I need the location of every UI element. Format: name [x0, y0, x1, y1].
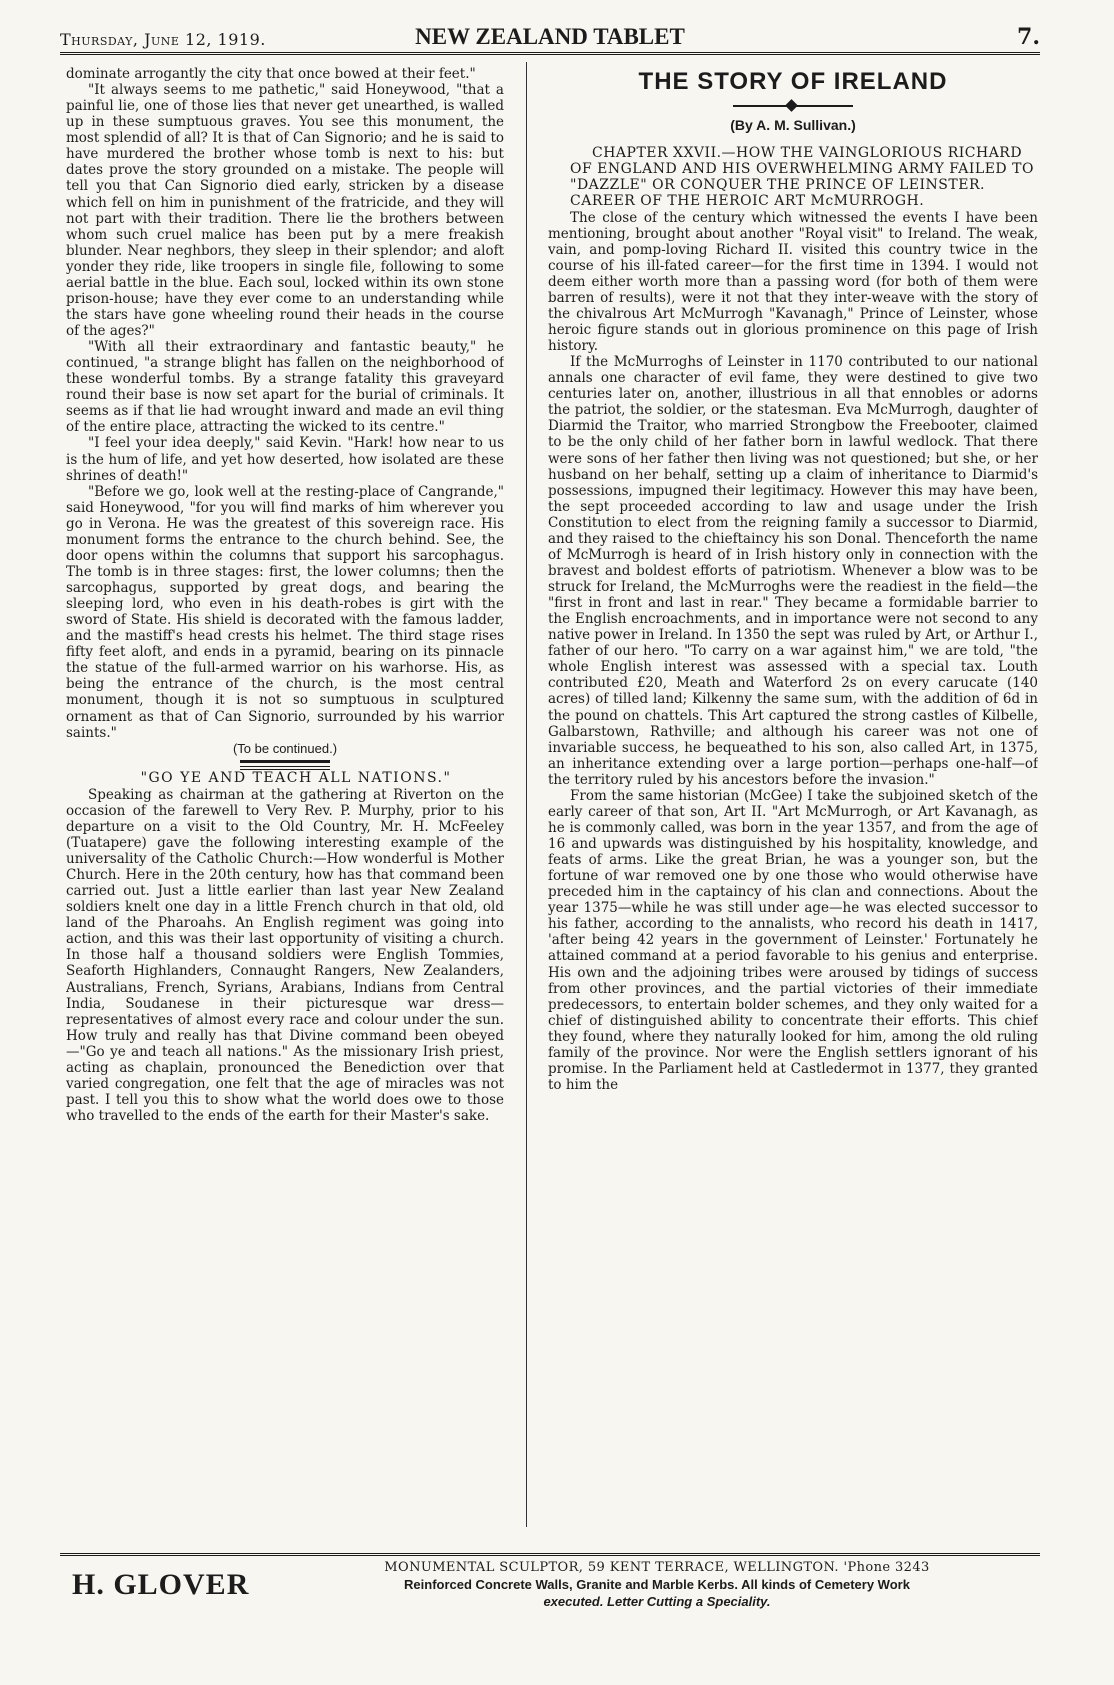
ad-line-2: Reinforced Concrete Walls, Granite and Marble Kerbs. All kinds of Cemetery Work [404, 1576, 910, 1592]
story-title: THE STORY OF IRELAND [638, 68, 948, 95]
left-column [66, 66, 504, 1526]
ad-line-1: MONUMENTAL SCULPTOR, 59 KENT TERRACE, WELLINGTON. 'Phone 3243 [384, 1560, 930, 1575]
serial-story-text [66, 66, 504, 741]
to-be-continued: (To be continued.) [232, 740, 338, 756]
page-number: 7. [1017, 24, 1040, 50]
paragraph: dominate arrogantly the city that once bowed at their feet." [66, 66, 476, 82]
paragraph: Speaking as chairman at the gathering at Riverton on the occasion of the farewell to Very Rev. P. Murphy, prior to his departure on a visit to the Old Country, Mr. H. McFeeley (Tuatapere) gave the following interesting example of the universality of the Catholic Church:—How wonderful is Mother Church. Here in the 20th century, how has that command been carried out. Just a little earlier than last year New Zealand soldiers knelt one day in a little French church in that old, old land of the Pharoahs. An English regiment was going into action, and this was their last opportunity of visiting a church. In those half a thousand soldiers were English Tommies, Seaforth Highlanders, Connaught Rangers, New Zealanders, Australians, French, Syrians, Arabians, Indians from Central India, Soudanese in their picturesque war dress—representatives of almost every race and colour under the sun. How truly and really has that Divine command been obeyed—"Go ye and teach all nations." As the missionary Irish priest, acting as chaplain, pronounced the Benediction over that varied congregation, one felt that the age of miracles was not past. I tell you this to show what the world does owe to those who travelled to the ends of the earth for their Master's sake. [66, 786, 504, 1124]
issue-date: Thursday, June 12, 1919. [60, 30, 266, 49]
article-text [66, 787, 504, 1124]
paragraph: The close of the century which witnessed the events I have been mentioning, brought about another "Royal visit" to Ireland. The weak, vain, and pomp-loving Richard II. visited this country twice in the course of his ill-fated career—for the first time in 1394. I would not deem either worth more than a passing word (for both of them were barren of results), were it not that they inter-weave with the story of the chivalrous Art McMurrogh "Kavanagh," Prince of Leinster, whose heroic figure stands out in glorious prominence on this page of Irish history. [548, 209, 1038, 355]
paragraph: "Before we go, look well at the resting-place of Cangrande," said Honeywood, "for you will find marks of him wherever you go in Verona. He was the greatest of this sovereign race. His monument forms the entrance to the church behind. See, the door opens within the columns that support his sarcophagus. The tomb is in three stages: first, the lower columns; then the sarcophagus, supported by great dogs, and bearing the sleeping lord, who even in his death-robes is girt with the sword of State. His shield is decorated with the famous ladder, and the mastiff's head crests his helmet. The third stage rises fifty feet aloft, and ends in a pyramid, bearing on its pinnacle the statue of the full-armed warrior on his warhorse. His, as being the entrance of the church, is the most central monument, though it is not so sumptuous in sculptured ornament as that of Can Signorio, surrounded by his warrior saints." [66, 483, 504, 741]
story-text [548, 210, 1038, 1093]
title-ornament [733, 103, 853, 109]
advertisement [60, 1553, 1040, 1612]
advertiser-name: H. GLOVER [72, 1568, 250, 1601]
byline: (By A. M. Sullivan.) [730, 116, 856, 133]
paragraph: "With all their extraordinary and fantastic beauty," he continued, "a strange blight has fallen on the neighborhood of these wonderful tombs. By a strange fatality this graveyard round their base is now set apart for the burial of criminals. It seems as if that lie had wrought inward and made an evil thing of the entire place, attracting the wicked to its centre." [66, 339, 504, 436]
section-title: "GO YE AND TEACH ALL NATIONS." [140, 770, 452, 787]
column-divider [526, 62, 527, 1527]
chapter-heading: CHAPTER XXVII.—HOW THE VAINGLORIOUS RICHARD OF ENGLAND AND HIS OVERWHELMING ARMY FAILED TO "DAZZLE" OR CONQUER THE PRINCE OF LEINSTER. CAREER OF THE HEROIC ART McMURROGH. [570, 145, 1034, 210]
paragraph: From the same historian (McGee) I take the subjoined sketch of the early career of that son, Art II. "Art McMurrogh, or Art Kavanagh, as he is commonly called, was born in the year 1357, and from the age of 16 and upwards was distinguished by his hospitality, knowledge, and feats of arms. Like the great Brian, he was a younger son, but the fortune of war removed one by one those who would otherwise have preceded him in the captaincy of his clan and connections. About the year 1375—while he was still under age—he was elected successor to his father, according to the annalists, who record his death in 1417, 'after being 42 years in the government of Leinster.' Fortunately he attained command at a period favorable to his genius and enterprise. His own and the adjoining tribes were aroused by tidings of success from other provinces, and the partial victories of their immediate predecessors, to entertain bolder schemes, and they only waited for a chief of distinguished ability to concentrate their efforts. This chief they found, where they naturally looked for him, among the old ruling family of the province. Nor were the English settlers ignorant of his promise. In the Parliament held at Castledermot in 1377, they granted to him the [548, 787, 1038, 1093]
paragraph: If the McMurroghs of Leinster in 1170 contributed to our national annals one character of evil fame, they were destined to give two centuries later on, another, illustrious in all that ennobles or adorns the patriot, the soldier, or the statesman. Eva McMurrogh, daughter of Diarmid the Traitor, who married Strongbow the Freebooter, claimed to be the only child of her father born in lawful wedlock. That there were sons of her father then living was not questioned; but she, or her husband on her behalf, setting up a claim of inheritance to Diarmid's possessions, impugned their legitimacy. However this may have been, the sept proceeded according to law and usage under the Irish Constitution to elect from the reigning family a successor to Diarmid, and they raised to the chieftaincy his son Donal. Thenceforth the name of McMurrogh is heard of in Irish history only in connection with the bravest and boldest efforts of patriotism. Whenever a blow was to be struck for Ireland, the McMurroghs were the readiest in the field—the "first in front and last in rear." They became a formidable barrier to the English encroachments, and in importance were not second to any native power in Ireland. In 1350 the sept was ruled by Art, or Arthur I., father of our hero. "To carry on a war against him," we are told, "the whole English interest was assessed with a special tax. Louth contributed £20, Meath and Waterford 2s on every carucate (140 acres) of tilled land; Kilkenny the same sum, with the addition of 6d in the pound on chattels. This Art captured the strong castles of Kilbelle, Galbarstown, Rathville; and although his career was not one of invariable success, he bequeathed to his son, also called Art, in 1375, an inheritance extending over a large portion—perhaps one-half—of the territory ruled by his ancestors before the invasion." [548, 354, 1038, 788]
end-rule [240, 760, 330, 763]
masthead [60, 22, 1040, 55]
paragraph: "It always seems to me pathetic," said Honeywood, "that a painful lie, one of those lies that never get unearthed, is walled up in these sumptuous graves. You see this monument, the most splendid of all? It is that of Can Signorio; and he is said to have murdered the brother whose tomb is next to his: but dates prove the story grounded on a mistake. The people will tell you that Can Signorio died early, stricken by a disease which fell on him in punishment of the fratricide, and they will not part with their tradition. There lie the brothers between whom such cruel malice has been put by a mere freakish blunder. Near neghbors, they sleep in their splendor; and aloft yonder they ride, like troopers in single file, following to some aerial battle in the blue. Each soul, locked within its own stone prison-house; have they ever come to an understanding while the stars have gone wheeling round their heads in the course of the ages?" [66, 82, 504, 339]
paragraph: "I feel your idea deeply," said Kevin. "Hark! how near to us is the hum of life, and yet how deserted, how isolated are these shrines of death!" [66, 435, 504, 484]
right-column [548, 66, 1038, 1526]
ad-line-3: executed. Letter Cutting a Speciality. [543, 1593, 771, 1609]
ad-copy [272, 1560, 1042, 1611]
newspaper-title: NEW ZEALAND TABLET [415, 24, 685, 49]
